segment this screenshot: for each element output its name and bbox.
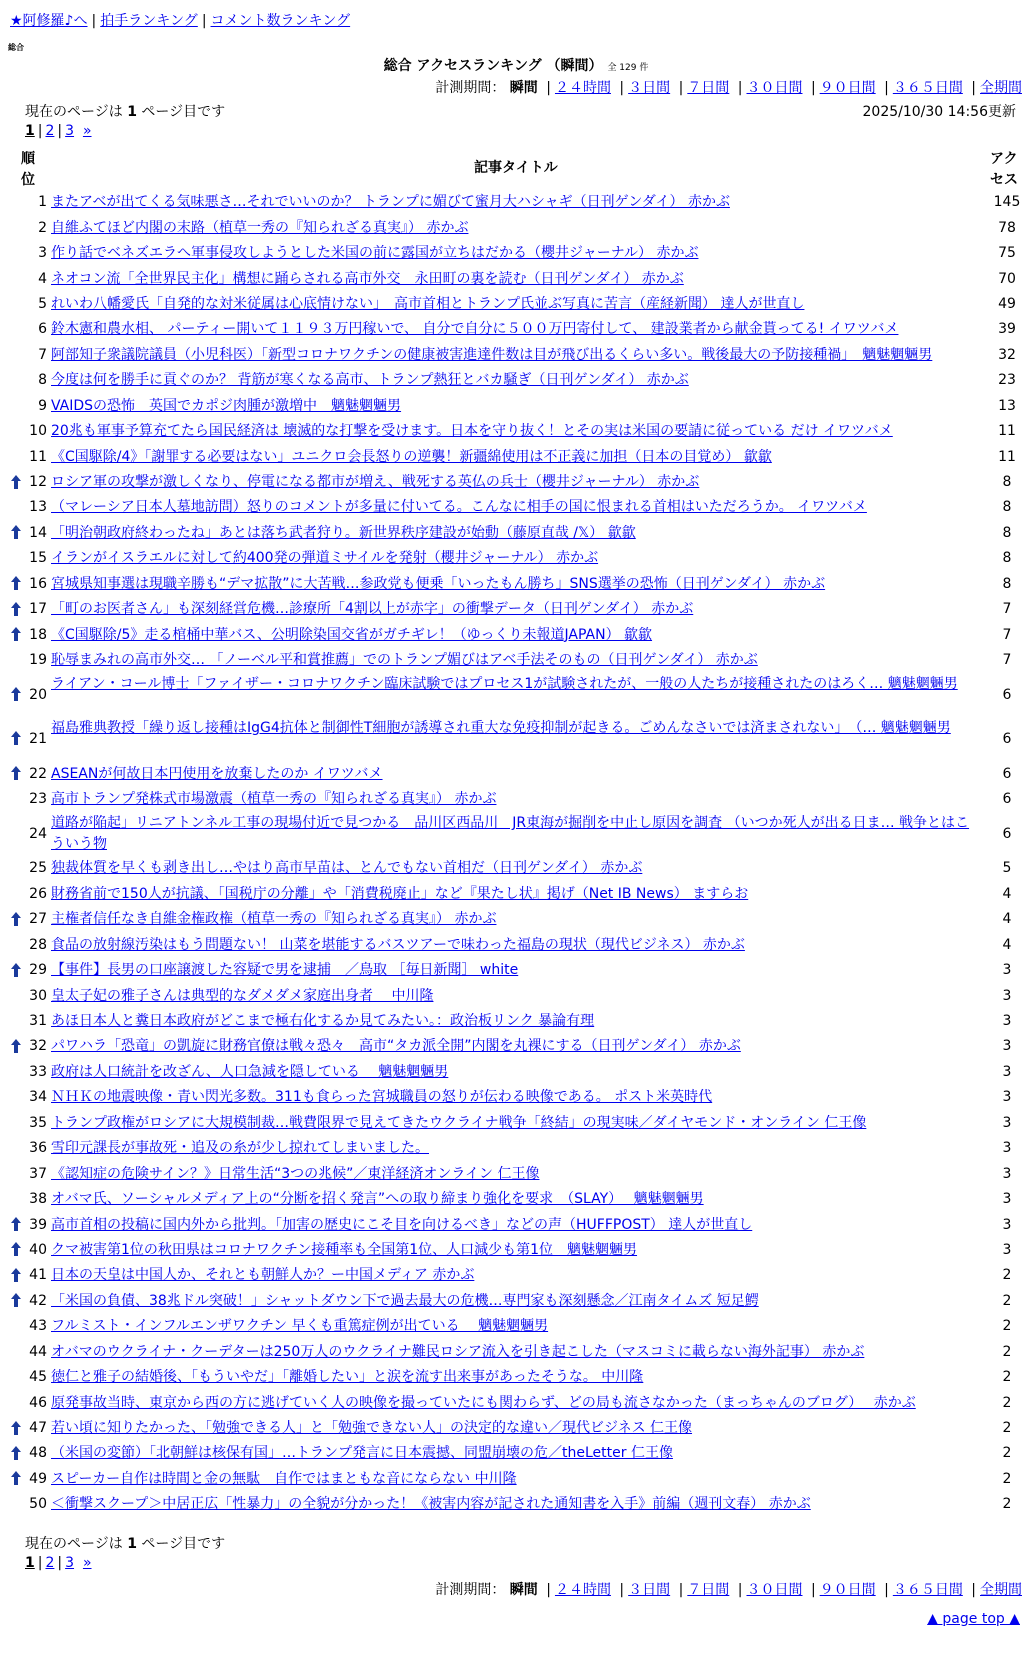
article-title-link[interactable]: 「米国の負債、38兆ドル突破！」シャットダウン下で過去最大の危機…専門家も深刻懸念／江南タイムズ 短足鰐 (51, 1292, 759, 1309)
period-option-90d[interactable]: ９０日間 (819, 1582, 876, 1598)
table-row (0, 907, 1032, 932)
row-access-count: 8 (1002, 550, 1012, 567)
item-count: 全 129 件 (607, 63, 649, 73)
period-selector-bottom: 計測期間： 瞬間 | ２４時間 | ３日間 | ７日間 | ３０日間 | ９０日間 | ３６５日間 | 全期間 (435, 1582, 1022, 1598)
row-access-count: 3 (1002, 1140, 1012, 1157)
row-rank: 30 (29, 987, 47, 1004)
rank-up-arrow-icon (10, 1470, 22, 1486)
rank-up-arrow-icon (10, 911, 22, 927)
article-title-link[interactable]: 恥辱まみれの高市外交… 「ノーベル平和賞推薦」でのトランプ媚びはアベ手法そのもの（日刊ゲンダイ） 赤かぶ (51, 652, 758, 669)
article-title-link[interactable]: 【事件】長男の口座譲渡した容疑で男を逮捕 ／鳥取 ［毎日新聞］ white (51, 962, 519, 979)
row-access-count: 8 (1002, 575, 1012, 592)
row-rank: 25 (29, 860, 47, 877)
table-row (0, 546, 1032, 571)
row-rank: 47 (29, 1420, 47, 1437)
row-access-count: 3 (1002, 1063, 1012, 1080)
article-title-link[interactable]: ASEANが何故日本円使用を放棄したのか イワツバメ (51, 765, 383, 782)
table-row (0, 622, 1032, 647)
ranking-title: 総合 アクセスランキング （瞬間） (383, 58, 603, 74)
period-option-365d[interactable]: ３６５日間 (892, 80, 963, 96)
table-row (0, 761, 1032, 786)
article-title-link[interactable]: 今度は何を勝手に貢ぐのか？ 背筋が寒くなる高市、トランプ熱狂とバカ騒ぎ（日刊ゲンダイ） 赤かぶ (51, 372, 689, 389)
row-rank: 27 (29, 911, 47, 928)
table-row (0, 1467, 1032, 1492)
rank-up-arrow-icon (10, 1292, 22, 1308)
table-row (0, 597, 1032, 622)
article-title-link[interactable]: 政府は人口統計を改ざん、人口急減を隠している 魑魅魍魎男 (51, 1063, 449, 1080)
row-rank: 14 (29, 524, 47, 541)
period-current: 瞬間 (509, 80, 538, 96)
period-current: 瞬間 (509, 1582, 538, 1598)
table-row (0, 787, 1032, 812)
row-rank: 24 (29, 825, 47, 842)
article-title-link[interactable]: （マレーシア日本人墓地訪問）怒りのコメントが多量に付いてる。こんなに相手の国に恨まれる首相はいただろうか。 イワツバメ (51, 499, 867, 516)
article-title-link[interactable]: 高市トランプ発株式市場激震（植草一秀の『知られざる真実』） 赤かぶ (51, 790, 497, 807)
article-title-link[interactable]: 若い頃に知りたかった、「勉強できる人」と「勉強できない人」の決定的な違い／現代ビジネス 仁王像 (51, 1420, 693, 1437)
row-rank: 18 (29, 626, 47, 643)
article-title-link[interactable]: ネオコン流「全世界民主化」構想に踊らされる高市外交 永田町の裏を読む（日刊ゲンダイ） 赤かぶ (51, 270, 684, 287)
category-label: 総合 (8, 43, 24, 52)
rank-up-arrow-icon (10, 575, 22, 591)
table-row (0, 673, 1032, 717)
table-row (0, 1136, 1032, 1161)
table-row (0, 1416, 1032, 1441)
pager-current: 1 (25, 1555, 35, 1571)
rank-up-arrow-icon (10, 626, 22, 642)
row-rank: 32 (29, 1038, 47, 1055)
row-access-count: 3 (1002, 962, 1012, 979)
table-row (0, 648, 1032, 673)
row-access-count: 3 (1002, 1165, 1012, 1182)
table-row (0, 394, 1032, 419)
rank-up-arrow-icon (10, 1038, 22, 1054)
article-title-link[interactable]: ＮＨＫの地震映像・青い閃光多数。311も食らった宮城職員の怒りが伝わる映像である。 ポスト米英時代 (51, 1089, 713, 1106)
row-rank: 36 (29, 1140, 47, 1157)
row-access-count: 23 (998, 372, 1016, 389)
table-row (0, 1111, 1032, 1136)
article-title-link[interactable]: オバマ氏、ソーシャルメディア上の“分断を招く発言”への取り締まり強化を要求 （SLAY） 魑魅魍魎男 (51, 1191, 704, 1208)
row-rank: 21 (29, 730, 47, 747)
row-access-count: 2 (1002, 1496, 1012, 1513)
row-rank: 41 (29, 1267, 47, 1284)
row-access-count: 6 (1002, 765, 1012, 782)
row-access-count: 2 (1002, 1267, 1012, 1284)
row-rank: 23 (29, 790, 47, 807)
table-row (0, 1085, 1032, 1110)
article-title-link[interactable]: 20兆も軍事予算充てたら国民経済は 壊滅的な打撃を受けます。日本を守り抜く！とその実は米国の要請に従っている だけ イワツバメ (51, 423, 893, 440)
row-access-count: 2 (1002, 1445, 1012, 1462)
article-title-link[interactable]: 雪印元課長が事故死・追及の糸が少し掠れてしまいました。 (51, 1140, 429, 1157)
row-access-count: 6 (1002, 730, 1012, 747)
table-row (0, 882, 1032, 907)
row-access-count: 2 (1002, 1420, 1012, 1437)
row-access-count: 4 (1002, 885, 1012, 902)
pager-top: 1 | 2 | 3 » (25, 123, 92, 139)
table-row (0, 1212, 1032, 1237)
article-title-link[interactable]: フルミスト・インフルエンザワクチン 早くも重篤症例が出ている 魑魅魍魎男 (51, 1318, 549, 1335)
table-row (0, 1161, 1032, 1186)
row-access-count: 32 (998, 346, 1016, 363)
pager-page-2[interactable]: 2 (45, 123, 55, 139)
rank-up-arrow-icon (10, 730, 22, 746)
row-rank: 10 (29, 423, 47, 440)
row-rank: 48 (29, 1445, 47, 1462)
row-rank: 7 (38, 346, 47, 363)
rank-up-arrow-icon (10, 1420, 22, 1436)
row-rank: 31 (29, 1013, 47, 1030)
table-row (0, 444, 1032, 469)
row-access-count: 6 (1002, 825, 1012, 842)
row-access-count: 13 (998, 397, 1016, 414)
page-info-bottom: 現在のページは 1 ページ目です (25, 1536, 226, 1552)
period-option-all[interactable]: 全期間 (980, 80, 1022, 96)
article-title-link[interactable]: パワハラ「恐竜」の凱旋に財務官僚は戦々恐々 高市“タカ派全開”内閣を丸裸にする（日刊ゲンダイ） 赤かぶ (51, 1038, 741, 1055)
article-title-link[interactable]: VAIDSの恐怖 英国でカポジ肉腫が激増中 魑魅魍魎男 (51, 397, 402, 414)
row-rank: 5 (38, 295, 47, 312)
row-access-count: 3 (1002, 987, 1012, 1004)
rank-column-header: 順位 (21, 151, 35, 188)
row-rank: 11 (29, 448, 47, 465)
top-nav (10, 10, 350, 30)
article-title-link[interactable]: イランがイスラエルに対して約400発の弾道ミサイルを発射（櫻井ジャーナル） 赤かぶ (51, 550, 599, 567)
article-title-link[interactable]: 自維ふてほど内閣の末路（植草一秀の『知られざる真実』） 赤かぶ (51, 219, 469, 236)
table-row (0, 1390, 1032, 1415)
row-rank: 49 (29, 1470, 47, 1487)
table-row (0, 1365, 1032, 1390)
applause-ranking-link[interactable]: 拍手ランキング (100, 13, 198, 29)
table-row (0, 572, 1032, 597)
table-row (0, 717, 1032, 761)
table-row (0, 1238, 1032, 1263)
article-title-link[interactable]: ライアン・コール博士「ファイザー・コロナワクチン臨床試験ではプロセス1が試験されたが、一般の人たちが接種されたのはろく… 魑魅魍魎男 (51, 676, 958, 693)
row-access-count: 5 (1002, 860, 1012, 877)
rank-up-arrow-icon (10, 1241, 22, 1257)
article-title-link[interactable]: 鈴木憲和農水相、 パーティー開いて１１９３万円稼いで、 自分で自分に５００万円寄付して、 建設業者から献金貰ってる! イワツバメ (51, 321, 899, 338)
home-link[interactable]: ★阿修羅♪へ (10, 13, 88, 29)
rank-up-arrow-icon (10, 686, 22, 702)
period-option-30d[interactable]: ３０日間 (746, 80, 803, 96)
article-title-link[interactable]: スピーカー自作は時間と金の無駄 自作ではまともな音にならない 中川隆 (51, 1470, 517, 1487)
row-rank: 19 (29, 652, 47, 669)
row-rank: 39 (29, 1216, 47, 1233)
row-access-count: 2 (1002, 1292, 1012, 1309)
article-title-link[interactable]: 主権者信任なき自維金権政権（植草一秀の『知られざる真実』） 赤かぶ (51, 911, 497, 928)
article-title-link[interactable]: 徳仁と雅子の結婚後、「もういやだ」「離婚したい」と涙を流す出来事があったそうな。 中川隆 (51, 1369, 644, 1386)
article-title-link[interactable]: （米国の変節）「北朝鮮は核保有国」…トランプ発言に日本震撼、同盟崩壊の危／theLetter 仁王像 (51, 1445, 673, 1462)
period-selector-top: 計測期間： 瞬間 | ２４時間 | ３日間 | ７日間 | ３０日間 | ９０日間 | ３６５日間 | 全期間 (435, 80, 1022, 96)
row-access-count: 11 (998, 423, 1016, 440)
ranking-heading (0, 55, 1032, 75)
row-access-count: 2 (1002, 1318, 1012, 1335)
article-title-link[interactable]: 《C国駆除/5》走る棺桶中華バス、公明除染国交省がガチギレ！（ゆっくり未報道JAPAN） 歙歙 (51, 626, 653, 643)
row-rank: 4 (38, 270, 47, 287)
row-rank: 46 (29, 1394, 47, 1411)
article-title-link[interactable]: 宮城県知事選は現職辛勝も“デマ拡散”に大苦戦…参政党も便乗「いったもん勝ち」SNS選挙の恐怖（日刊ゲンダイ） 赤かぶ (51, 575, 826, 592)
row-access-count: 75 (998, 245, 1016, 262)
row-rank: 9 (38, 397, 47, 414)
row-access-count: 4 (1002, 911, 1012, 928)
table-row (0, 958, 1032, 983)
page-top-link[interactable]: ▲ page top ▲ (927, 1611, 1020, 1627)
row-access-count: 3 (1002, 1216, 1012, 1233)
table-row (0, 1492, 1032, 1517)
row-access-count: 8 (1002, 524, 1012, 541)
table-row (0, 266, 1032, 291)
rank-up-arrow-icon (10, 962, 22, 978)
row-rank: 45 (29, 1369, 47, 1386)
article-title-link[interactable]: 皇太子妃の雅子さんは典型的なダメダメ家庭出身者 中川隆 (51, 987, 434, 1004)
row-access-count: 11 (998, 448, 1016, 465)
row-access-count: 8 (1002, 474, 1012, 491)
row-access-count: 3 (1002, 1114, 1012, 1131)
article-title-link[interactable]: トランプ政権がロシアに大規模制裁…戦費限界で見えてきたウクライナ戦争「終結」の現実味／ダイヤモンド・オンライン 仁王像 (51, 1114, 867, 1131)
row-rank: 16 (29, 575, 47, 592)
pager-next[interactable]: » (82, 123, 92, 139)
article-title-link[interactable]: あほ日本人と糞日本政府がどこまで極右化するか見てみたい。：政治板リンク 暴論有理 (51, 1013, 595, 1030)
row-rank: 35 (29, 1114, 47, 1131)
table-row (0, 812, 1032, 856)
table-row (0, 1009, 1032, 1034)
rank-up-arrow-icon (10, 524, 22, 540)
comment-ranking-link[interactable]: コメント数ランキング (210, 13, 351, 29)
article-title-link[interactable]: 道路が陥起」リニアトンネル工事の現場付近で見つかる 品川区西品川 JR東海が掘削を中止し原因を調査 （いつか死人が出る日ま… 戦争とはこういう物 (51, 815, 970, 853)
row-rank: 40 (29, 1241, 47, 1258)
row-rank: 22 (29, 765, 47, 782)
period-option-7d[interactable]: ７日間 (687, 80, 730, 96)
row-access-count: 145 (993, 194, 1021, 211)
table-row (0, 1441, 1032, 1466)
title-column-header: 記事タイトル (474, 160, 558, 176)
table-row (0, 495, 1032, 520)
row-access-count: 7 (1002, 652, 1012, 669)
row-access-count: 2 (1002, 1470, 1012, 1487)
row-access-count: 3 (1002, 1089, 1012, 1106)
nav-separator: | (91, 13, 97, 29)
row-rank: 34 (29, 1089, 47, 1106)
article-title-link[interactable]: 《認知症の危険サイン？》日常生活“3つの兆候”／東洋経済オンライン 仁王像 (51, 1165, 540, 1182)
table-row (0, 1314, 1032, 1339)
row-access-count: 3 (1002, 1191, 1012, 1208)
row-rank: 12 (29, 474, 47, 491)
row-rank: 37 (29, 1165, 47, 1182)
pager-current: 1 (25, 123, 35, 139)
table-row (0, 933, 1032, 958)
row-rank: 28 (29, 936, 47, 953)
period-option-365d[interactable]: ３６５日間 (892, 1582, 963, 1598)
rank-up-arrow-icon (10, 1267, 22, 1283)
table-row (0, 1340, 1032, 1365)
row-access-count: 8 (1002, 499, 1012, 516)
table-row (0, 419, 1032, 444)
rank-up-arrow-icon (10, 601, 22, 617)
table-row (0, 1060, 1032, 1085)
article-title-link[interactable]: ＜衝撃スクープ＞中居正広「性暴力」の全貌が分かった！《被害内容が記された通知書を入手》前編（週刊文春） 赤かぶ (51, 1496, 811, 1513)
period-option-3d[interactable]: ３日間 (628, 1582, 671, 1598)
table-row (0, 1034, 1032, 1059)
period-option-30d[interactable]: ３０日間 (746, 1582, 803, 1598)
article-title-link[interactable]: 財務省前で150人が抗議、「国税庁の分離」や「消費税廃止」など『果たし状』掲げ（Net IB News） ますらお (51, 885, 749, 902)
row-access-count: 3 (1002, 1013, 1012, 1030)
row-access-count: 7 (1002, 601, 1012, 618)
ranking-list (0, 190, 1032, 1518)
period-option-3d[interactable]: ３日間 (628, 80, 671, 96)
row-access-count: 4 (1002, 936, 1012, 953)
row-rank: 6 (38, 321, 47, 338)
row-rank: 44 (29, 1343, 47, 1360)
row-access-count: 2 (1002, 1369, 1012, 1386)
table-row (0, 856, 1032, 881)
article-title-link[interactable]: ロシア軍の攻撃が激しくなり、停電になる都市が増え、戦死する英仏の兵士（櫻井ジャーナル） 赤かぶ (51, 474, 700, 491)
table-row (0, 241, 1032, 266)
period-option-90d[interactable]: ９０日間 (819, 80, 876, 96)
article-title-link[interactable]: 日本の天皇は中国人か、それとも朝鮮人か？ー中国メディア 赤かぶ (51, 1267, 475, 1284)
table-row (0, 190, 1032, 215)
article-title-link[interactable]: オバマのウクライナ・クーデターは250万人のウクライナ難民ロシア流入を引き起こした（マスコミに載らない海外記事） 赤かぶ (51, 1343, 865, 1360)
pager-page-2[interactable]: 2 (45, 1555, 55, 1571)
pager-next[interactable]: » (82, 1555, 92, 1571)
row-rank: 8 (38, 372, 47, 389)
period-option-all[interactable]: 全期間 (980, 1582, 1022, 1598)
row-rank: 42 (29, 1292, 47, 1309)
period-option-24h[interactable]: ２４時間 (554, 80, 611, 96)
row-rank: 26 (29, 885, 47, 902)
row-access-count: 49 (998, 295, 1016, 312)
article-title-link[interactable]: 独裁体質を早くも剥き出し…やはり高市早苗は、とんでもない首相だ（日刊ゲンダイ） 赤かぶ (51, 860, 643, 877)
row-rank: 29 (29, 962, 47, 979)
rank-up-arrow-icon (10, 1445, 22, 1461)
page-info-top: 現在のページは 1 ページ目です (25, 104, 226, 120)
article-title-link[interactable]: 高市首相の投稿に国内外から批判。「加害の歴史にこそ目を向けるべき」などの声（HUFFPOST） 達人が世直し (51, 1216, 753, 1233)
article-title-link[interactable]: 阿部知子衆議院議員（小児科医）「新型コロナワクチンの健康被害進達件数は目が飛び出るくらい多い。戦後最大の予防接種禍」 魑魅魍魎男 (51, 346, 933, 363)
pager-page-3[interactable]: 3 (65, 123, 75, 139)
nav-separator: | (201, 13, 207, 29)
row-access-count: 6 (1002, 790, 1012, 807)
row-access-count: 3 (1002, 1038, 1012, 1055)
article-title-link[interactable]: 福島雅典教授「繰り返し接種はIgG4抗体と制御性T細胞が誘導され重大な免疫抑制が起きる。ごめんなさいでは済まされない」 （… 魑魅魍魎男 (51, 720, 951, 737)
row-rank: 20 (29, 686, 47, 703)
table-row (0, 521, 1032, 546)
table-row (0, 343, 1032, 368)
rank-up-arrow-icon (10, 474, 22, 490)
row-rank: 13 (29, 499, 47, 516)
row-rank: 17 (29, 601, 47, 618)
table-row (0, 1289, 1032, 1314)
updated-timestamp: 2025/10/30 14:56更新 (862, 104, 1016, 120)
row-rank: 38 (29, 1191, 47, 1208)
article-title-link[interactable]: 「町のお医者さん」も深刻経営危機…診療所「4割以上が赤字」の衝撃データ（日刊ゲンダイ） 赤かぶ (51, 601, 694, 618)
article-title-link[interactable]: 食品の放射線汚染はもう問題ない！ 山菜を堪能するバスツアーで味わった福島の現状（現代ビジネス） 赤かぶ (51, 936, 745, 953)
row-rank: 50 (29, 1496, 47, 1513)
period-option-7d[interactable]: ７日間 (687, 1582, 730, 1598)
table-row (0, 983, 1032, 1008)
pager-bottom: 1 | 2 | 3 » (25, 1555, 92, 1571)
article-title-link[interactable]: 《C国駆除/4》「謝罪する必要はない」ユニクロ会長怒りの逆襲！新疆綿使用は不正義に加担（日本の目覚め） 歙歙 (51, 448, 772, 465)
row-access-count: 78 (998, 219, 1016, 236)
article-title-link[interactable]: 作り話でベネズエラへ軍事侵攻しようとした米国の前に露国が立ちはだかる（櫻井ジャーナル） 赤かぶ (51, 245, 699, 262)
period-label: 計測期間： (435, 1582, 506, 1598)
row-access-count: 3 (1002, 1241, 1012, 1258)
row-rank: 1 (38, 194, 47, 211)
table-row (0, 292, 1032, 317)
period-option-24h[interactable]: ２４時間 (554, 1582, 611, 1598)
access-column-header: アクセス (990, 151, 1018, 188)
pager-page-3[interactable]: 3 (65, 1555, 75, 1571)
table-row (0, 368, 1032, 393)
row-access-count: 6 (1002, 686, 1012, 703)
rank-up-arrow-icon (10, 765, 22, 781)
row-access-count: 2 (1002, 1394, 1012, 1411)
period-label: 計測期間： (435, 80, 506, 96)
article-title-link[interactable]: 「明治朝政府終わったね」あとは落ち武者狩り。新世界秩序建設が始動（藤原直哉 /𝕏） 歙歙 (51, 524, 636, 541)
article-title-link[interactable]: またアベが出てくる気味悪さ…それでいいのか？ トランプに媚びて蜜月大ハシャギ（日刊ゲンダイ） 赤かぶ (51, 194, 730, 211)
table-row (0, 1263, 1032, 1288)
table-row (0, 215, 1032, 240)
row-rank: 2 (38, 219, 47, 236)
row-access-count: 7 (1002, 626, 1012, 643)
article-title-link[interactable]: 原発事故当時、東京から西の方に逃げていく人の映像を撮っていたにも関わらず、どの局も流さなかった（まっちゃんのブログ） 赤かぶ (51, 1394, 916, 1411)
row-access-count: 2 (1002, 1343, 1012, 1360)
row-rank: 3 (38, 245, 47, 262)
row-rank: 15 (29, 550, 47, 567)
rank-up-arrow-icon (10, 1216, 22, 1232)
article-title-link[interactable]: れいわ八幡愛氏「自発的な対米従属は心底情けない」 高市首相とトランプ氏並ぶ写真に苦言（産経新聞） 達人が世直し (51, 295, 805, 312)
row-rank: 43 (29, 1318, 47, 1335)
row-access-count: 39 (998, 321, 1016, 338)
table-row (0, 317, 1032, 342)
table-row (0, 470, 1032, 495)
row-access-count: 70 (998, 270, 1016, 287)
table-row (0, 1187, 1032, 1212)
article-title-link[interactable]: クマ被害第1位の秋田県はコロナワクチン接種率も全国第1位、人口減少も第1位 魑魅魍魎男 (51, 1241, 638, 1258)
row-rank: 33 (29, 1063, 47, 1080)
